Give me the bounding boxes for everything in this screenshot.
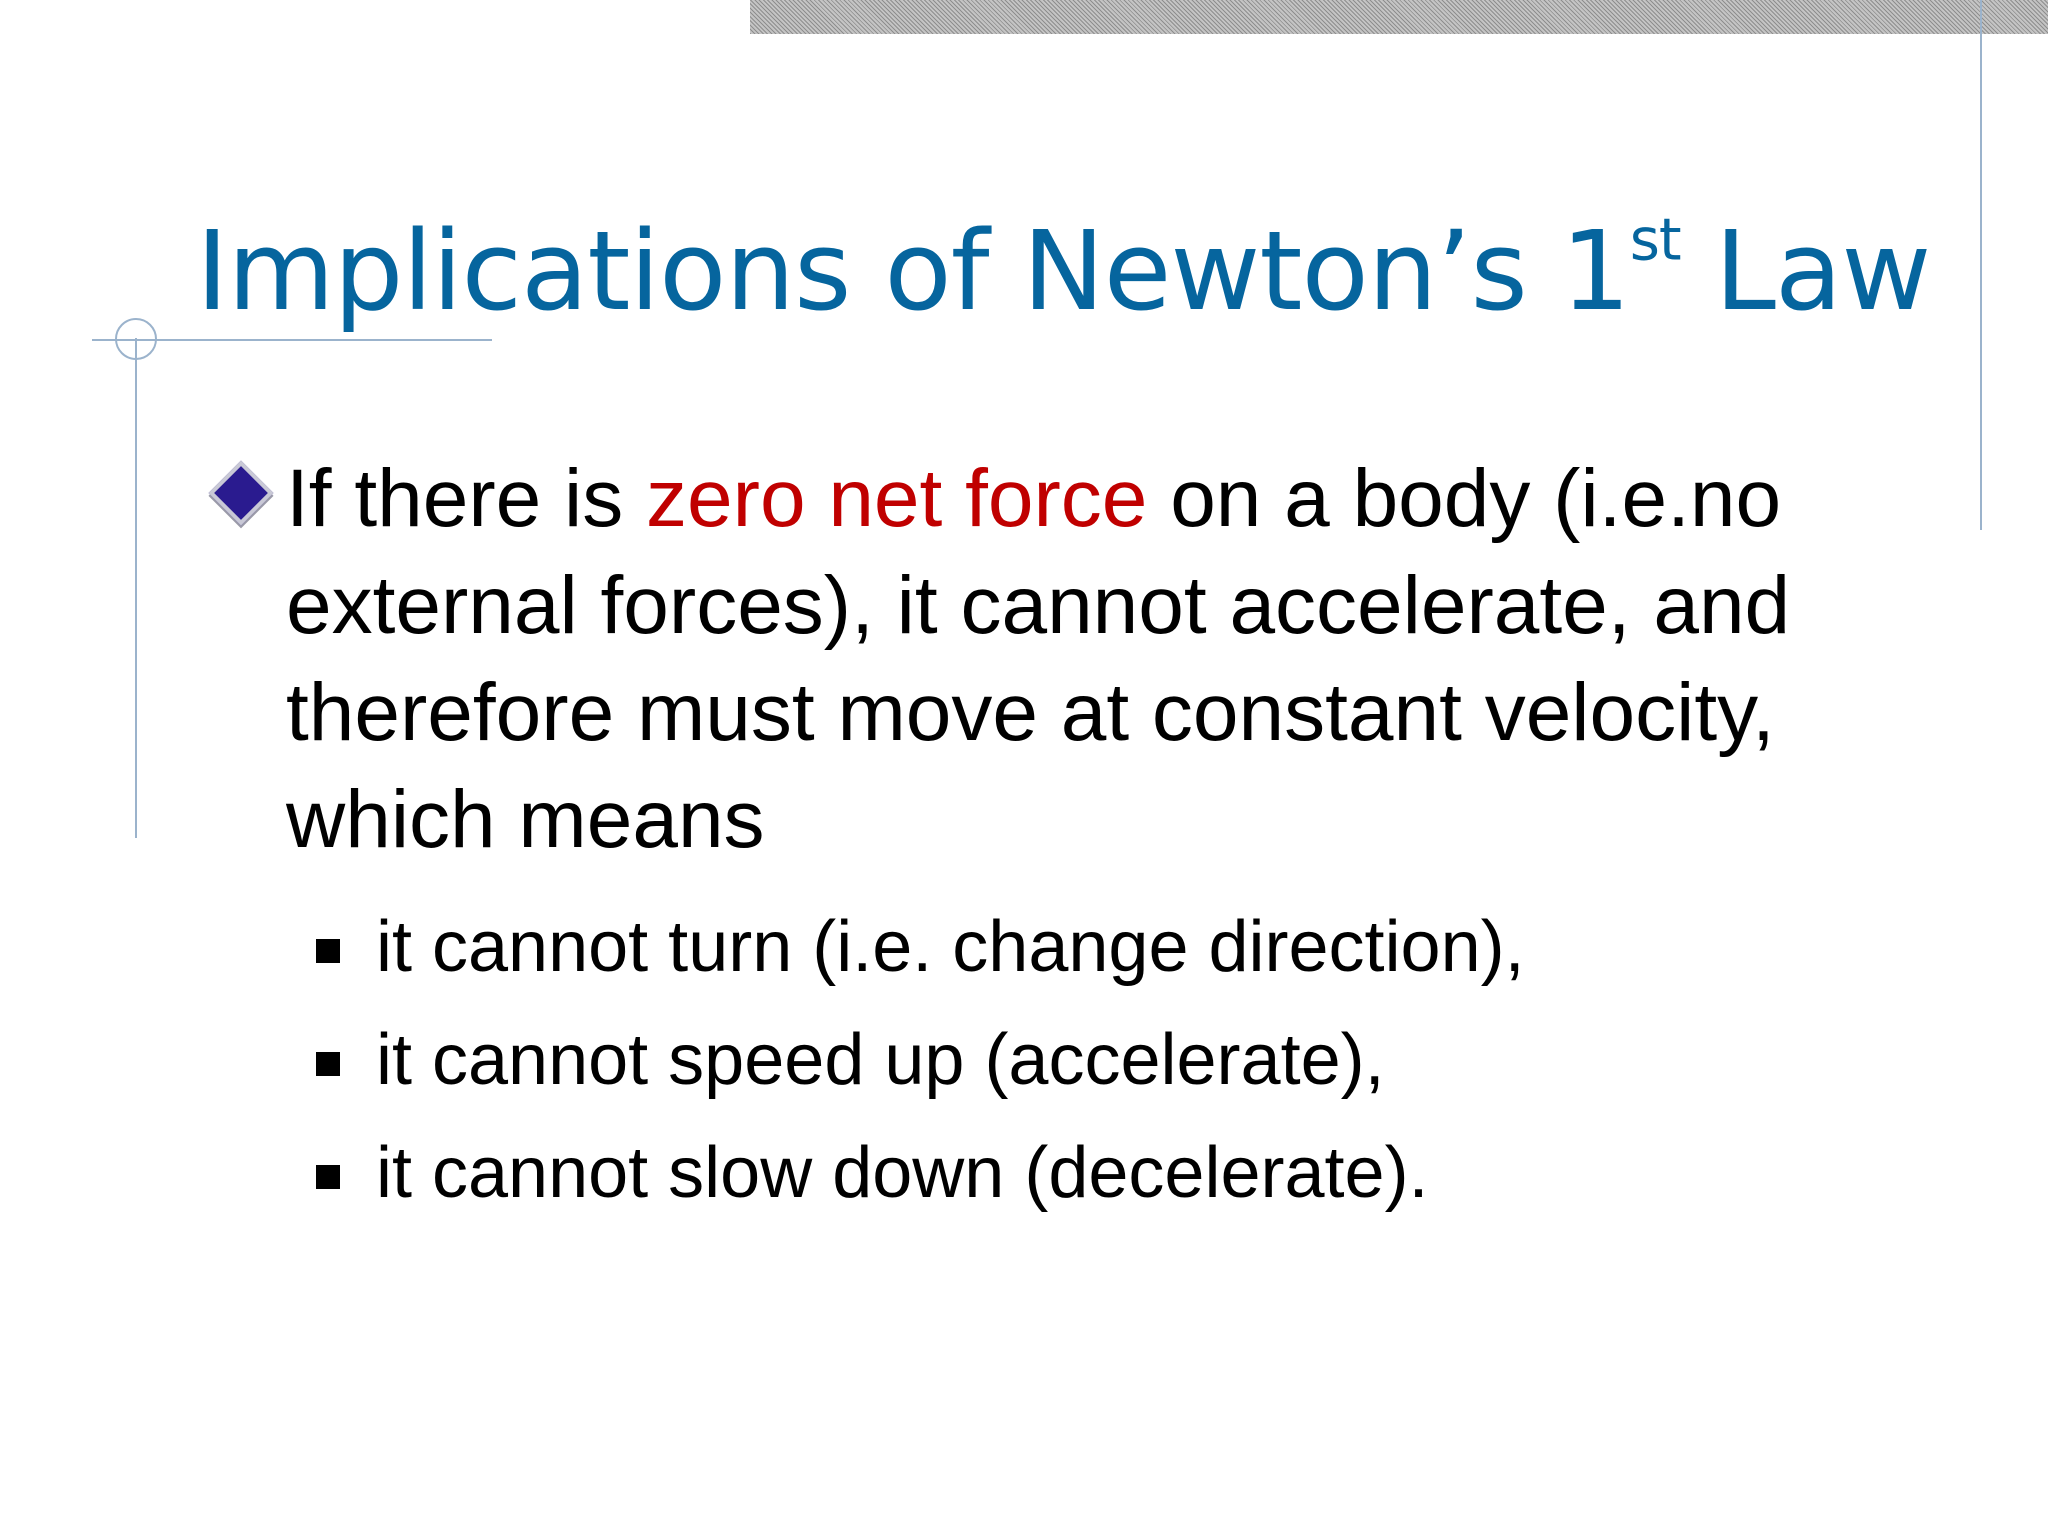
- sub-bullet-1: it cannot turn (i.e. change direction),: [376, 907, 1525, 987]
- slide-title: [196, 205, 1930, 337]
- top-hatched-band: [750, 0, 2048, 34]
- title-main-text: Implications of Newton’s 1: [196, 207, 1630, 335]
- bullet-text-after: on a body (i.e.no external forces), it cannot accelerate, and therefore must move at constant velocity, which means: [286, 453, 1791, 865]
- decorative-vertical-line-right: [1980, 0, 1982, 530]
- title-end-text: Law: [1680, 207, 1931, 335]
- highlighted-phrase: zero net force: [646, 453, 1148, 544]
- diamond-bullet-icon: [208, 460, 273, 525]
- decorative-vertical-line-left: [135, 338, 137, 838]
- sub-bullet-2: it cannot speed up (accelerate),: [376, 1020, 1385, 1100]
- bullet-text-before: If there is: [286, 453, 647, 544]
- decorative-circle: [115, 318, 157, 360]
- square-bullet-icon: [316, 939, 340, 963]
- square-bullet-icon: [316, 1052, 340, 1076]
- title-superscript: st: [1629, 205, 1681, 274]
- square-bullet-icon: [316, 1165, 340, 1189]
- main-bullet-text: [286, 445, 1946, 873]
- sub-bullet-3: it cannot slow down (decelerate).: [376, 1133, 1429, 1213]
